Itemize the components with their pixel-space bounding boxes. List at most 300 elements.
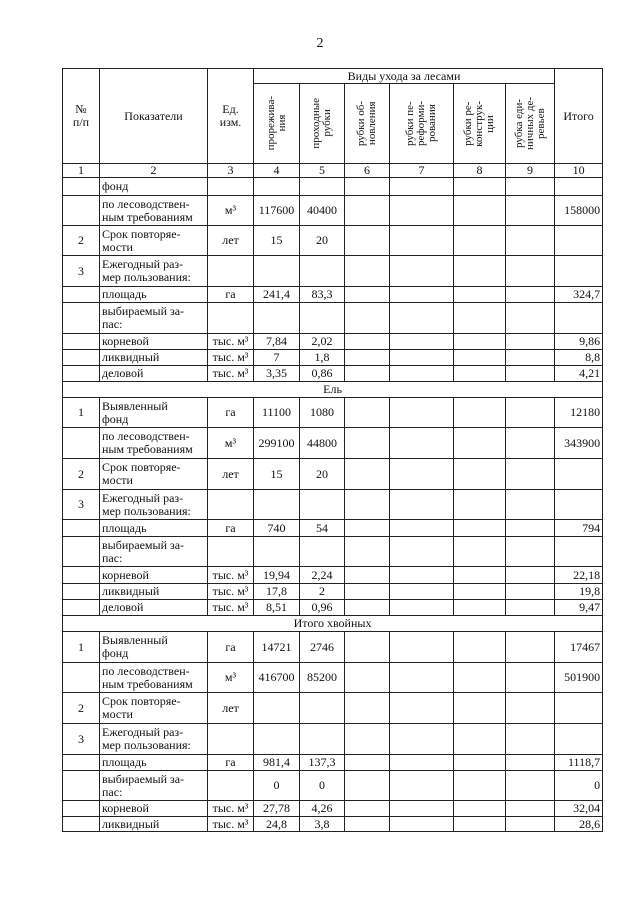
page-number: 2 bbox=[316, 36, 324, 51]
table-row bbox=[63, 366, 603, 382]
row-number bbox=[63, 600, 100, 616]
value-passing-cuts bbox=[300, 724, 345, 755]
row-number: 2 bbox=[63, 693, 100, 724]
value-single-tree-cuts bbox=[506, 350, 555, 366]
value-total bbox=[555, 178, 603, 196]
value-passing-cuts: 40400 bbox=[300, 196, 345, 226]
value-passing-cuts: 1,8 bbox=[300, 350, 345, 366]
section-title: Ель bbox=[63, 382, 603, 398]
value-thinning bbox=[254, 178, 300, 196]
value-thinning bbox=[254, 724, 300, 755]
value-reconstruction-cuts bbox=[454, 584, 506, 600]
value-reconstruction-cuts bbox=[454, 567, 506, 584]
row-indicator: площадь bbox=[100, 520, 208, 537]
value-reformation-cuts bbox=[390, 584, 454, 600]
value-thinning bbox=[254, 490, 300, 520]
row-unit: га bbox=[208, 755, 254, 771]
value-renewal-cuts bbox=[345, 663, 390, 693]
value-reformation-cuts bbox=[390, 398, 454, 428]
value-reformation-cuts bbox=[390, 459, 454, 490]
column-number: 9 bbox=[506, 164, 555, 178]
section-title: Итого хвойных bbox=[63, 616, 603, 632]
value-reformation-cuts bbox=[390, 724, 454, 755]
value-single-tree-cuts bbox=[506, 584, 555, 600]
value-total: 343900 bbox=[555, 428, 603, 459]
value-passing-cuts: 4,26 bbox=[300, 801, 345, 817]
value-thinning: 299100 bbox=[254, 428, 300, 459]
value-total bbox=[555, 256, 603, 287]
value-passing-cuts: 2,24 bbox=[300, 567, 345, 584]
value-reconstruction-cuts bbox=[454, 459, 506, 490]
value-reconstruction-cuts bbox=[454, 771, 506, 801]
value-total: 0 bbox=[555, 771, 603, 801]
section-row bbox=[63, 382, 603, 398]
value-total bbox=[555, 303, 603, 334]
row-number: 3 bbox=[63, 256, 100, 287]
row-number bbox=[63, 567, 100, 584]
row-unit: м³ bbox=[208, 663, 254, 693]
row-unit: га bbox=[208, 520, 254, 537]
header-type-thinning: прорежива- ния bbox=[254, 84, 300, 164]
value-passing-cuts: 83,3 bbox=[300, 287, 345, 303]
value-renewal-cuts bbox=[345, 755, 390, 771]
value-reformation-cuts bbox=[390, 350, 454, 366]
row-unit: га bbox=[208, 632, 254, 663]
value-passing-cuts: 54 bbox=[300, 520, 345, 537]
table-row bbox=[63, 663, 603, 693]
value-reconstruction-cuts bbox=[454, 366, 506, 382]
value-single-tree-cuts bbox=[506, 178, 555, 196]
value-reformation-cuts bbox=[390, 755, 454, 771]
table-row bbox=[63, 632, 603, 663]
table-row bbox=[63, 303, 603, 334]
row-indicator: Ежегодный раз- мер пользования: bbox=[100, 490, 208, 520]
value-thinning: 117600 bbox=[254, 196, 300, 226]
value-single-tree-cuts bbox=[506, 755, 555, 771]
value-reconstruction-cuts bbox=[454, 196, 506, 226]
value-reconstruction-cuts bbox=[454, 693, 506, 724]
value-reconstruction-cuts bbox=[454, 632, 506, 663]
value-reformation-cuts bbox=[390, 303, 454, 334]
value-total: 8,8 bbox=[555, 350, 603, 366]
table-row bbox=[63, 537, 603, 567]
row-number bbox=[63, 817, 100, 832]
table-row bbox=[63, 600, 603, 616]
table-row bbox=[63, 334, 603, 350]
row-number bbox=[63, 755, 100, 771]
column-number: 3 bbox=[208, 164, 254, 178]
header-type-reconstruction-cuts: рубки ре- конструк- ции bbox=[454, 84, 506, 164]
table-row bbox=[63, 226, 603, 256]
value-renewal-cuts bbox=[345, 366, 390, 382]
value-reconstruction-cuts bbox=[454, 256, 506, 287]
column-number: 10 bbox=[555, 164, 603, 178]
value-renewal-cuts bbox=[345, 428, 390, 459]
value-total: 32,04 bbox=[555, 801, 603, 817]
value-total: 324,7 bbox=[555, 287, 603, 303]
value-total bbox=[555, 537, 603, 567]
row-unit: тыс. м³ bbox=[208, 334, 254, 350]
value-single-tree-cuts bbox=[506, 459, 555, 490]
row-number bbox=[63, 334, 100, 350]
value-thinning bbox=[254, 537, 300, 567]
value-passing-cuts: 2746 bbox=[300, 632, 345, 663]
value-renewal-cuts bbox=[345, 584, 390, 600]
value-renewal-cuts bbox=[345, 600, 390, 616]
row-number: 2 bbox=[63, 459, 100, 490]
column-number: 6 bbox=[345, 164, 390, 178]
row-unit: тыс. м³ bbox=[208, 801, 254, 817]
row-indicator: деловой bbox=[100, 366, 208, 382]
header-type-reformation-cuts: рубки пе- реформи- рования bbox=[390, 84, 454, 164]
row-indicator: Ежегодный раз- мер пользования: bbox=[100, 724, 208, 755]
value-thinning: 740 bbox=[254, 520, 300, 537]
value-total bbox=[555, 226, 603, 256]
row-number: 3 bbox=[63, 490, 100, 520]
table-row bbox=[63, 584, 603, 600]
value-single-tree-cuts bbox=[506, 226, 555, 256]
row-number bbox=[63, 178, 100, 196]
value-single-tree-cuts bbox=[506, 567, 555, 584]
value-reformation-cuts bbox=[390, 632, 454, 663]
value-total: 22,18 bbox=[555, 567, 603, 584]
value-reconstruction-cuts bbox=[454, 801, 506, 817]
value-total: 17467 bbox=[555, 632, 603, 663]
table-row bbox=[63, 428, 603, 459]
section-row bbox=[63, 616, 603, 632]
value-total: 12180 bbox=[555, 398, 603, 428]
value-single-tree-cuts bbox=[506, 490, 555, 520]
value-passing-cuts: 20 bbox=[300, 226, 345, 256]
value-thinning: 15 bbox=[254, 459, 300, 490]
row-number bbox=[63, 801, 100, 817]
row-unit bbox=[208, 537, 254, 567]
value-reformation-cuts bbox=[390, 520, 454, 537]
table-row bbox=[63, 350, 603, 366]
row-number bbox=[63, 350, 100, 366]
table-row bbox=[63, 771, 603, 801]
row-number bbox=[63, 287, 100, 303]
row-unit bbox=[208, 490, 254, 520]
row-number bbox=[63, 663, 100, 693]
row-number bbox=[63, 196, 100, 226]
row-number bbox=[63, 428, 100, 459]
row-indicator: по лесоводствен- ным требованиям bbox=[100, 663, 208, 693]
value-thinning: 3,35 bbox=[254, 366, 300, 382]
row-indicator: Выявленный фонд bbox=[100, 398, 208, 428]
value-reconstruction-cuts bbox=[454, 226, 506, 256]
row-indicator: по лесоводствен- ным требованиям bbox=[100, 196, 208, 226]
value-thinning: 14721 bbox=[254, 632, 300, 663]
value-passing-cuts bbox=[300, 490, 345, 520]
value-reformation-cuts bbox=[390, 600, 454, 616]
row-indicator: выбираемый за- пас: bbox=[100, 537, 208, 567]
row-unit bbox=[208, 178, 254, 196]
value-single-tree-cuts bbox=[506, 693, 555, 724]
row-unit: м³ bbox=[208, 428, 254, 459]
row-unit bbox=[208, 771, 254, 801]
header-indicator: Показатели bbox=[100, 69, 208, 164]
value-total: 19,8 bbox=[555, 584, 603, 600]
value-reformation-cuts bbox=[390, 567, 454, 584]
row-indicator: ликвидный bbox=[100, 350, 208, 366]
value-reconstruction-cuts bbox=[454, 350, 506, 366]
row-number: 1 bbox=[63, 398, 100, 428]
value-reconstruction-cuts bbox=[454, 178, 506, 196]
value-single-tree-cuts bbox=[506, 663, 555, 693]
value-total bbox=[555, 490, 603, 520]
column-number: 8 bbox=[454, 164, 506, 178]
row-unit bbox=[208, 256, 254, 287]
row-unit bbox=[208, 303, 254, 334]
row-indicator: Ежегодный раз- мер пользования: bbox=[100, 256, 208, 287]
table-row bbox=[63, 817, 603, 832]
value-renewal-cuts bbox=[345, 693, 390, 724]
table-row bbox=[63, 520, 603, 537]
value-thinning: 7 bbox=[254, 350, 300, 366]
value-passing-cuts bbox=[300, 693, 345, 724]
row-indicator: Срок повторяе- мости bbox=[100, 226, 208, 256]
header-type-single-tree-cuts: рубка еди- ничных де- ревьев bbox=[506, 84, 555, 164]
value-reformation-cuts bbox=[390, 334, 454, 350]
row-unit: тыс. м³ bbox=[208, 567, 254, 584]
row-indicator: Срок повторяе- мости bbox=[100, 459, 208, 490]
table-row bbox=[63, 567, 603, 584]
value-total: 794 bbox=[555, 520, 603, 537]
value-single-tree-cuts bbox=[506, 520, 555, 537]
value-thinning: 8,51 bbox=[254, 600, 300, 616]
value-reconstruction-cuts bbox=[454, 817, 506, 832]
value-reconstruction-cuts bbox=[454, 663, 506, 693]
value-reformation-cuts bbox=[390, 178, 454, 196]
row-number bbox=[63, 520, 100, 537]
forest-care-table bbox=[62, 68, 603, 832]
row-indicator: выбираемый за- пас: bbox=[100, 303, 208, 334]
value-reconstruction-cuts bbox=[454, 428, 506, 459]
column-numbers-row bbox=[63, 164, 603, 178]
row-indicator: деловой bbox=[100, 600, 208, 616]
value-passing-cuts: 1080 bbox=[300, 398, 345, 428]
value-thinning: 17,8 bbox=[254, 584, 300, 600]
table-row bbox=[63, 801, 603, 817]
value-reformation-cuts bbox=[390, 817, 454, 832]
value-passing-cuts bbox=[300, 303, 345, 334]
table-row bbox=[63, 693, 603, 724]
row-unit: лет bbox=[208, 226, 254, 256]
value-single-tree-cuts bbox=[506, 632, 555, 663]
value-reconstruction-cuts bbox=[454, 398, 506, 428]
value-total: 9,47 bbox=[555, 600, 603, 616]
value-single-tree-cuts bbox=[506, 256, 555, 287]
value-thinning: 241,4 bbox=[254, 287, 300, 303]
value-renewal-cuts bbox=[345, 520, 390, 537]
value-reformation-cuts bbox=[390, 226, 454, 256]
value-renewal-cuts bbox=[345, 178, 390, 196]
row-unit: га bbox=[208, 398, 254, 428]
value-reformation-cuts bbox=[390, 771, 454, 801]
row-number: 3 bbox=[63, 724, 100, 755]
value-thinning: 416700 bbox=[254, 663, 300, 693]
value-reconstruction-cuts bbox=[454, 537, 506, 567]
value-passing-cuts: 137,3 bbox=[300, 755, 345, 771]
value-total: 28,6 bbox=[555, 817, 603, 832]
value-passing-cuts: 85200 bbox=[300, 663, 345, 693]
value-renewal-cuts bbox=[345, 334, 390, 350]
value-renewal-cuts bbox=[345, 350, 390, 366]
value-reconstruction-cuts bbox=[454, 334, 506, 350]
value-reconstruction-cuts bbox=[454, 303, 506, 334]
value-single-tree-cuts bbox=[506, 287, 555, 303]
row-unit: лет bbox=[208, 693, 254, 724]
row-number: 1 bbox=[63, 632, 100, 663]
table-row bbox=[63, 459, 603, 490]
row-unit: тыс. м³ bbox=[208, 600, 254, 616]
value-reformation-cuts bbox=[390, 196, 454, 226]
row-unit bbox=[208, 724, 254, 755]
value-renewal-cuts bbox=[345, 771, 390, 801]
value-single-tree-cuts bbox=[506, 817, 555, 832]
table-row bbox=[63, 755, 603, 771]
row-indicator: ликвидный bbox=[100, 817, 208, 832]
table-row bbox=[63, 490, 603, 520]
row-unit: м³ bbox=[208, 196, 254, 226]
column-number: 7 bbox=[390, 164, 454, 178]
row-indicator: площадь bbox=[100, 755, 208, 771]
value-renewal-cuts bbox=[345, 567, 390, 584]
row-indicator: корневой bbox=[100, 567, 208, 584]
value-single-tree-cuts bbox=[506, 537, 555, 567]
row-indicator: по лесоводствен- ным требованиям bbox=[100, 428, 208, 459]
value-single-tree-cuts bbox=[506, 428, 555, 459]
row-number: 2 bbox=[63, 226, 100, 256]
row-number bbox=[63, 366, 100, 382]
value-renewal-cuts bbox=[345, 303, 390, 334]
column-number: 2 bbox=[100, 164, 208, 178]
value-renewal-cuts bbox=[345, 226, 390, 256]
row-number bbox=[63, 584, 100, 600]
value-thinning bbox=[254, 303, 300, 334]
header-type-passing-cuts: проходные рубки bbox=[300, 84, 345, 164]
value-reformation-cuts bbox=[390, 663, 454, 693]
value-renewal-cuts bbox=[345, 817, 390, 832]
column-number: 4 bbox=[254, 164, 300, 178]
value-reformation-cuts bbox=[390, 490, 454, 520]
value-thinning: 15 bbox=[254, 226, 300, 256]
value-single-tree-cuts bbox=[506, 334, 555, 350]
value-reformation-cuts bbox=[390, 256, 454, 287]
value-renewal-cuts bbox=[345, 256, 390, 287]
table-row bbox=[63, 398, 603, 428]
value-single-tree-cuts bbox=[506, 398, 555, 428]
value-passing-cuts: 3,8 bbox=[300, 817, 345, 832]
row-indicator: Срок повторяе- мости bbox=[100, 693, 208, 724]
value-reconstruction-cuts bbox=[454, 520, 506, 537]
value-single-tree-cuts bbox=[506, 600, 555, 616]
value-total: 1118,7 bbox=[555, 755, 603, 771]
value-passing-cuts: 0,86 bbox=[300, 366, 345, 382]
value-renewal-cuts bbox=[345, 459, 390, 490]
row-indicator: корневой bbox=[100, 334, 208, 350]
value-thinning: 0 bbox=[254, 771, 300, 801]
value-thinning: 7,84 bbox=[254, 334, 300, 350]
value-thinning bbox=[254, 693, 300, 724]
value-renewal-cuts bbox=[345, 632, 390, 663]
value-reformation-cuts bbox=[390, 537, 454, 567]
value-thinning: 981,4 bbox=[254, 755, 300, 771]
value-reformation-cuts bbox=[390, 428, 454, 459]
row-indicator: выбираемый за- пас: bbox=[100, 771, 208, 801]
value-total: 501900 bbox=[555, 663, 603, 693]
value-renewal-cuts bbox=[345, 287, 390, 303]
value-total: 158000 bbox=[555, 196, 603, 226]
value-passing-cuts: 2 bbox=[300, 584, 345, 600]
value-total bbox=[555, 724, 603, 755]
value-renewal-cuts bbox=[345, 537, 390, 567]
value-thinning bbox=[254, 256, 300, 287]
header-care-types-group: Виды ухода за лесами bbox=[254, 69, 555, 84]
value-reconstruction-cuts bbox=[454, 490, 506, 520]
value-single-tree-cuts bbox=[506, 366, 555, 382]
value-total bbox=[555, 693, 603, 724]
value-passing-cuts: 0 bbox=[300, 771, 345, 801]
column-number: 1 bbox=[63, 164, 100, 178]
value-passing-cuts: 2,02 bbox=[300, 334, 345, 350]
value-total: 9,86 bbox=[555, 334, 603, 350]
value-reconstruction-cuts bbox=[454, 755, 506, 771]
value-reformation-cuts bbox=[390, 366, 454, 382]
header-total: Итого bbox=[555, 69, 603, 164]
value-passing-cuts: 44800 bbox=[300, 428, 345, 459]
value-passing-cuts bbox=[300, 256, 345, 287]
value-thinning: 11100 bbox=[254, 398, 300, 428]
value-renewal-cuts bbox=[345, 490, 390, 520]
value-reconstruction-cuts bbox=[454, 287, 506, 303]
row-indicator: корневой bbox=[100, 801, 208, 817]
table-row bbox=[63, 178, 603, 196]
row-indicator: Выявленный фонд bbox=[100, 632, 208, 663]
value-single-tree-cuts bbox=[506, 196, 555, 226]
value-passing-cuts: 20 bbox=[300, 459, 345, 490]
row-indicator: ликвидный bbox=[100, 584, 208, 600]
table-row bbox=[63, 724, 603, 755]
row-unit: га bbox=[208, 287, 254, 303]
table-row bbox=[63, 196, 603, 226]
value-reformation-cuts bbox=[390, 693, 454, 724]
row-indicator: фонд bbox=[100, 178, 208, 196]
value-single-tree-cuts bbox=[506, 771, 555, 801]
row-number bbox=[63, 537, 100, 567]
value-reconstruction-cuts bbox=[454, 600, 506, 616]
row-indicator: площадь bbox=[100, 287, 208, 303]
row-unit: тыс. м³ bbox=[208, 817, 254, 832]
value-renewal-cuts bbox=[345, 196, 390, 226]
row-unit: тыс. м³ bbox=[208, 366, 254, 382]
value-total: 4,21 bbox=[555, 366, 603, 382]
value-reformation-cuts bbox=[390, 287, 454, 303]
row-unit: тыс. м³ bbox=[208, 584, 254, 600]
table-row bbox=[63, 287, 603, 303]
row-unit: лет bbox=[208, 459, 254, 490]
row-unit: тыс. м³ bbox=[208, 350, 254, 366]
value-passing-cuts: 0,96 bbox=[300, 600, 345, 616]
value-total bbox=[555, 459, 603, 490]
value-reconstruction-cuts bbox=[454, 724, 506, 755]
value-thinning: 19,94 bbox=[254, 567, 300, 584]
value-renewal-cuts bbox=[345, 398, 390, 428]
header-num: № п/п bbox=[63, 69, 100, 164]
value-thinning: 27,78 bbox=[254, 801, 300, 817]
row-number bbox=[63, 303, 100, 334]
